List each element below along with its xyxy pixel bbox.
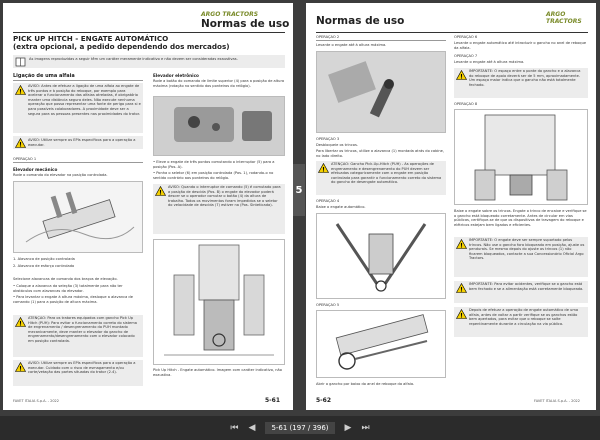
- warning-box: ! Depois de efetuar a operação de engate automático de uma alfaia, antes de voltar a partir verifique se os ganchos estão bem apertados, para evitar que o reboque se solte repentinamente durante a circulação na via pública.: [454, 307, 588, 337]
- header-rule: [316, 32, 588, 33]
- brand-logo: ARGO TRACTORS: [201, 11, 259, 18]
- warning-triangle-icon: [456, 70, 467, 80]
- operation-label: OPERAÇÃO 8: [454, 102, 478, 106]
- operation-label: OPERAÇÃO 5: [316, 303, 340, 307]
- attention-box: ! ATENÇÃO: Para os tratores equipados com gancho Pick Up Hitch (PUH): Para evitar o funcionamento correto do sistema de engrenamento / desengrenamento do PUH montado mecanicamente, deve manter o elevador do gancho de engrenamento/desengrenamento com o elevador colocado em posição controlada.: [13, 315, 143, 357]
- last-page-icon[interactable]: ⏭: [361, 423, 370, 433]
- warning-triangle-icon: [15, 138, 26, 148]
- important-box: ! IMPORTANTE: Para evitar acidentes, verifique se o gancho está bem fechado e se a alimentação está corretamente bloqueada.: [454, 281, 588, 303]
- svg-text:!: !: [19, 365, 22, 372]
- first-page-icon[interactable]: ⏮: [230, 423, 239, 433]
- svg-text:!: !: [19, 141, 22, 148]
- header-rule: [13, 32, 285, 33]
- chapter-tab: 5: [293, 164, 305, 216]
- section-heading: PICK UP HITCH - ENGATE AUTOMÁTICO: [13, 34, 169, 43]
- page-number: 5-61: [265, 397, 281, 404]
- warning-triangle-icon: [15, 362, 26, 372]
- svg-text:!: !: [19, 320, 22, 327]
- warning-triangle-icon: [318, 163, 329, 173]
- warning-triangle-icon: [456, 239, 467, 249]
- important-box: ! IMPORTANTE: O espaço entre a ponte do gancho e a alavanca do reboque de apoio deverá ser de 5 mm, aproximadamente. Um espaço maior indica que o gancho não está totalmente fechado.: [454, 68, 588, 98]
- subsection-rule: [13, 80, 143, 81]
- next-page-icon[interactable]: ▶: [344, 423, 352, 433]
- svg-text:!: !: [460, 73, 463, 80]
- hitch-lowered-drawing: [317, 214, 445, 298]
- operation-label: OPERAÇÃO 3: [316, 137, 340, 141]
- viewer-toolbar: [0, 416, 600, 440]
- left-page: ARGO TRACTORS Normas de uso PICK UP HITCH - ENGATE AUTOMÁTICO (extra opcional, a pedido dependendo dos mercados) As imagens reproduzidas a seguir têm um caráter meramente indicativo e não devem ser consideradas exaustivas. Ligação de uma alfaia ! AVISO: Antes de efetuar a ligação de uma alfaia ao engate de três pontos e à posição do reboque, por exemplo para acelerar o funcionamento das alfaias atreladas, é obrigatório manter uma distância segura deles. Não execute nenhuma operação que possa representar uma fonte de perigo para si e para possíveis colaboradores. A proximidade deve ser a segura para as pessoas presentes nas proximidades do trator. ! AVISO: Utilize sempre os EPIs específicos para a operação a executar. OPERAÇÃO 1 Elevador mecânico Rode o comando do elevador na posição controlada. 1. Alavanca de posição controlada 2. Alavanca de esforço controlado Selecione alavancas de comando dos braços de elevação. • Coloque a alavanca da seleção (3) totalmente para não ter obstáculos com alavancas do elevador. • Para levantar o engate à altura máxima, desloque a alavanca de comando (1) para a posição de altura máxima. ! ATENÇÃO: Para os tratores equipados com gancho Pick Up Hitch (PUH): Para evitar o funcionamento correto do sistema de engrenamento / desengrenamento do PUH montado mecanicamente, deve manter o elevador do gancho de engrenamento/desengrenamento com o elevador colocado em posição controlada. ! AVISO: Utilize sempre os EPIs específicos para a operação a executar. Cuidado com o risco de esmagamento e/ou corte/vetação das partes situadas do trator (2.4). Elevador eletrônico Rode a botão do comando de limite superior (4) para a posição de altura máxima (rotação no sentido dos ponteiros do relógio). • Eleve o engate de três pontos comutando o interruptor (5) para a posição (Pos. A). • Ponha o seletor (6) em posição controlada (Pos. 1), rodando-o no sentido contrário aos ponteiros do relógio. ! AVISO: Quando o interruptor de comando (5) é comutado para a posição de descida (Pos. B) o engate do elevador poderá descer se o operador comutar o botão (4) da altura de trabalho. Todos os movimentos foram impedidos se o seletor do velocidade de descida (7) estiver na (Pos. Sinteticada). Pick Up Hitch - Engate automático. Imagem com caráter indicativo, não exaustiva. FAVET ITALIA S.p.A. - 2022 5-61: [3, 3, 293, 410]
- warning-box: ! AVISO: Quando o interruptor de comando (5) é comutado para a posição de descida (Pos. B) o engate do elevador poderá descer se o operador comutar o botão (4) da altura de trabalho. Todos os movimentos foram impedidos se o seletor do velocidade de descida (7) estiver na (Pos. Sinteticada).: [153, 184, 285, 234]
- svg-text:!: !: [322, 166, 325, 173]
- brand-logo: ARGO TRACTORS: [546, 11, 582, 25]
- previous-page-icon[interactable]: ◀: [248, 423, 256, 433]
- figure-caption: Pick Up Hitch - Engate automático. Imagem com caráter indicativo, não exaustiva.: [153, 368, 282, 377]
- latch-illustration: [454, 109, 588, 205]
- warning-box: ! AVISO: Antes de efetuar a ligação de uma alfaia ao engate de três pontos e à posição do reboque, por exemplo para acelerar o funcionamento das alfaias atreladas, é obrigatório manter uma distância segura deles. Não execute nenhuma operação que possa representar uma fonte de perigo para si e para possíveis colaboradores. A proximidade deve ser a segura para as pessoas presentes nas proximidades do trator.: [13, 83, 143, 133]
- footer-code: FAVET ITALIA S.p.A. - 2022: [13, 399, 60, 403]
- cab-lever-photo: [316, 51, 446, 133]
- latch-drawing: [455, 110, 587, 204]
- warning-box: ! AVISO: Utilize sempre os EPIs específicos para a operação a executar.: [13, 136, 143, 149]
- cab-controls-photo: [153, 96, 285, 156]
- hitch-drawing: [154, 240, 284, 364]
- attention-box: ! ATENÇÃO: Gancho Pick-Up-Hitch (PUH) - As operações de engrenamento e desengrenamento do PUH devem ser efetuadas categoricamente com o engate em posição controlada para garantir o funcionamento correto do sistema do gancho de desengate automático.: [316, 161, 446, 195]
- cab-controls-drawing: [154, 97, 284, 155]
- operation-label: OPERAÇÃO 4: [316, 199, 340, 203]
- caption-1: 1. Alavanca de posição controlada: [13, 257, 75, 261]
- footer-code: FAVET ITALIA S.p.A. - 2022: [534, 399, 581, 403]
- svg-text:!: !: [460, 312, 463, 319]
- svg-text:!: !: [19, 88, 22, 95]
- operation-rule: [316, 40, 446, 41]
- warning-triangle-icon: [15, 317, 26, 327]
- warning-triangle-icon: [456, 283, 467, 293]
- important-box: ! IMPORTANTE: O engate deve ser sempre suportado pelos trincos. Não use o gancho fora bloqueado em posição, ajuste os pendurais. Se mesmo depois do ajuste os trincos (1) não ficarem bloqueados, contacte a sua Concessionário Oficial Argo Tractors.: [454, 237, 588, 277]
- section-subheading: (extra opcional, a pedido dependendo dos mercados): [13, 42, 230, 51]
- subsection-title: Ligação de uma alfaia: [13, 73, 75, 79]
- mechanical-lever-drawing: [14, 182, 142, 252]
- warning-triangle-icon: [155, 186, 166, 196]
- ring-hook-drawing: [317, 311, 445, 377]
- svg-text:!: !: [159, 189, 162, 196]
- right-page: Normas de uso ARGO TRACTORS OPERAÇÃO 2 Levante o engate até à altura máxima. OPERAÇÃO 3 Desbloqueie os trincos. Para libertar os trincos, utilize a alavanca (1) montada atrás do cabine, no lado direito. ! ATENÇÃO: Gancho Pick-Up-Hitch (PUH) - As operações de engrenamento e desengrenamento do PUH devem ser efetuadas categoricamente com o engate em posição controlada para garantir o funcionamento correto do sistema do gancho de desengate automático. OPERAÇÃO 4 Baixe o engate automático. OPERAÇÃO 5 Abrir o gancho por baixo do anel de reboque da alfaia. OPERAÇÃO 6 Levante o engate automático até introduzir o gancho no anel de reboque da alfaia. OPERAÇÃO 7 Levante o engate até à altura máxima. ! IMPORTANTE: O espaço entre a ponte do gancho e a alavanca do reboque de apoio deverá ser de 5 mm, aproximadamente. Um espaço maior indica que o gancho não está totalmente fechado. OPERAÇÃO 8 Baixe o engate sobre os trincos. Engate o trinco de encaixe e verifique se o gancho está bloqueado corretamente. Antes de circular em vias públicas, certifique-se de que os dispositivos de travagem do reboque e elétricos estejam bem ligados e eficientes. ! IMPORTANTE: O engate deve ser sempre suportado pelos trincos. Não use o gancho fora bloqueado em posição, ajuste os pendurais. Se mesmo depois do ajuste os trincos (1) não ficarem bloqueados, contacte a sua Concessionário Oficial Argo Tractors. ! IMPORTANTE: Para evitar acidentes, verifique se o gancho está bem fechado e se a alimentação está corretamente bloqueada. ! Depois de efetuar a operação de engate automático de uma alfaia, antes de voltar a partir verifique se os ganchos estão bem apertados, para evitar que o reboque se solte repentinamente durante a circulação na via pública. 5-62 FAVET ITALIA S.p.A. - 2022: [306, 3, 596, 410]
- electronic-lift-title: Elevador eletrônico: [153, 73, 199, 78]
- lever-illustration: [13, 181, 143, 253]
- operation-label: OPERAÇÃO 1: [13, 157, 37, 161]
- operation-label: OPERAÇÃO 6: [454, 35, 478, 39]
- page-title: Normas de uso: [316, 15, 405, 27]
- warning-triangle-icon: [456, 309, 467, 319]
- warning-triangle-icon: [15, 85, 26, 95]
- intro-note: As imagens reproduzidas a seguir têm um caráter meramente indicativo e não devem ser consideradas exaustivas.: [13, 55, 285, 68]
- page-indicator[interactable]: 5-61 (197 / 396): [265, 422, 334, 434]
- page-number: 5-62: [316, 397, 332, 404]
- ring-hook-illustration: [316, 310, 446, 378]
- hitch-lowered-illustration: [316, 213, 446, 299]
- operation-rule: [13, 162, 143, 163]
- caption-2: 2. Alavanca de esforço controlado: [13, 264, 75, 268]
- page-title: Normas de uso: [201, 18, 290, 30]
- operation-label: OPERAÇÃO 2: [316, 35, 340, 39]
- svg-text:!: !: [460, 286, 463, 293]
- warning-box: ! AVISO: Utilize sempre os EPIs específicos para a operação a executar. Cuidado com o risco de esmagamento e/ou corte/vetação das partes situadas do trator (2.4).: [13, 360, 143, 386]
- svg-text:!: !: [460, 242, 463, 249]
- pick-up-hitch-illustration: [153, 239, 285, 365]
- cab-lever-drawing: [317, 52, 445, 132]
- mechanical-lift-title: Elevador mecânico: [13, 167, 58, 172]
- book-icon: [15, 57, 26, 67]
- operation-label: OPERAÇÃO 7: [454, 54, 478, 58]
